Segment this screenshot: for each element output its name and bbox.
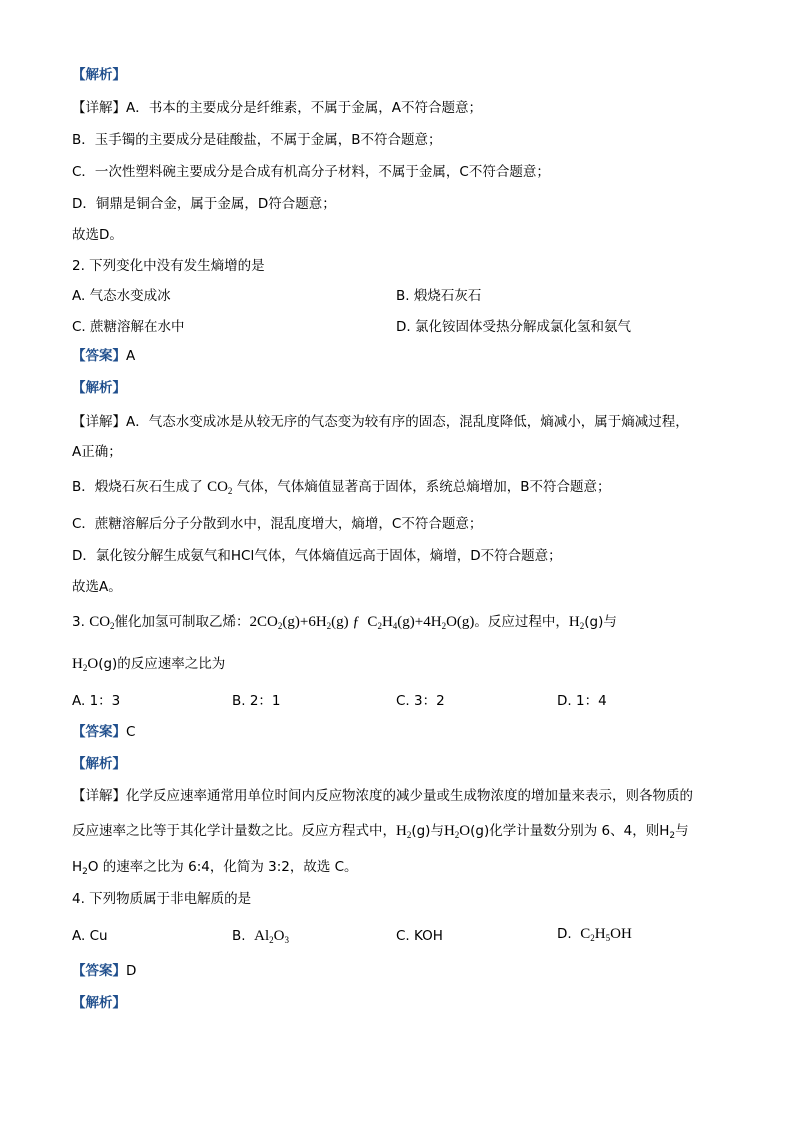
formula-h2: $H_2$ xyxy=(396,823,412,840)
text-segment: (g)的反应速率之比为 xyxy=(98,656,226,672)
detail-line: B．玉手镯的主要成分是硅酸盐，不属于金属，B不符合题意； xyxy=(72,132,442,148)
text-segment: 催化加氢可制取乙烯： xyxy=(114,614,250,630)
answer-tag: 【答案】 xyxy=(72,724,126,740)
detail-line xyxy=(72,478,610,496)
detail-line: A正确； xyxy=(72,444,122,460)
detail-line: D．铜鼎是铜合金，属于金属，D符合题意； xyxy=(72,196,336,212)
text-segment: (g)化学计量数分别为 6、4，则H xyxy=(470,823,670,839)
question-2-stem: 2. 下列变化中没有发生熵增的是 xyxy=(72,258,265,274)
answer-tag: 【答案】 xyxy=(72,348,126,364)
text-segment: (g)与 xyxy=(411,823,444,839)
formula-h2: $H_2$ xyxy=(568,614,585,631)
question-4-option-c: C. KOH xyxy=(396,928,443,944)
answer-value: A xyxy=(126,348,136,364)
question-4-option-d: D. $C_2H_5OH$ xyxy=(557,926,632,943)
text-segment: O 的速率之比为 6:4，化简为 3:2，故选 C。 xyxy=(87,859,358,875)
answer-line xyxy=(72,723,135,741)
question-4-option-a: A. Cu xyxy=(72,928,108,944)
answer-value: D xyxy=(126,963,137,979)
analysis-heading: 【解析】 xyxy=(72,995,126,1011)
detail-line: 【详解】A．书本的主要成分是纤维素，不属于金属，A不符合题意； xyxy=(72,100,482,116)
answer-tag: 【答案】 xyxy=(72,963,126,979)
text-segment: H xyxy=(72,859,83,875)
detail-line: 【详解】A．气态水变成冰是从较无序的气态变为较有序的固态，混乱度降低，熵减小，属于熵减过程， xyxy=(72,414,689,430)
text-segment: B．煅烧石灰石生成了 xyxy=(72,479,203,495)
question-3-option-d: D. 1：4 xyxy=(557,693,607,709)
formula-h2o: $H_2O$ xyxy=(443,823,471,840)
analysis-heading: 【解析】 xyxy=(72,67,126,83)
answer-line xyxy=(72,962,136,980)
text-segment: (g)与 xyxy=(584,614,617,630)
analysis-heading: 【解析】 xyxy=(72,756,126,772)
detail-line: C．蔗糖溶解后分子分散到水中，混乱度增大，熵增，C不符合题意； xyxy=(72,516,483,532)
detail-line xyxy=(72,858,358,876)
analysis-heading: 【解析】 xyxy=(72,380,126,396)
question-3-stem xyxy=(72,613,617,631)
subscript: 2 xyxy=(82,867,88,877)
question-3-option-b: B. 2：1 xyxy=(232,693,281,709)
formula-al2o3: $Al_2O_3$ xyxy=(254,928,289,945)
question-4-option-b: B. $Al_2O_3$ xyxy=(232,928,289,945)
text-segment: 。反应过程中， xyxy=(474,614,569,630)
question-4-stem: 4. 下列物质属于非电解质的是 xyxy=(72,891,252,907)
text-segment: 与 xyxy=(675,823,689,839)
conclusion-line: 故选D。 xyxy=(72,227,123,243)
question-2-option-d: D. 氯化铵固体受热分解成氯化氢和氨气 xyxy=(396,319,631,335)
question-3-option-a: A. 1：3 xyxy=(72,693,121,709)
formula-co2: $CO_2$ xyxy=(89,614,115,631)
formula-co2: $CO_2$ xyxy=(207,479,233,496)
text-segment: 气体，气体熵值显著高于固体，系统总熵增加，B不符合题意； xyxy=(236,479,611,495)
detail-line: 【详解】化学反应速率通常用单位时间内反应物浓度的减少量或生成物浓度的增加量来表示，则各物质的 xyxy=(72,788,693,804)
conclusion-line: 故选A。 xyxy=(72,579,122,595)
text-segment: 反应速率之比等于其化学计量数之比。反应方程式中， xyxy=(72,823,396,839)
question-2-option-b: B. 煅烧石灰石 xyxy=(396,288,482,304)
equilibrium-arrow: ƒ xyxy=(352,614,360,630)
subscript: 2 xyxy=(669,831,676,841)
detail-line: C．一次性塑料碗主要成分是合成有机高分子材料，不属于金属，C不符合题意； xyxy=(72,164,550,180)
formula-h2o: $H_2O$ xyxy=(72,656,99,673)
reaction-equation: $2CO_2(g)+6H_2(g)$ ƒ $C_2H_4(g)+4H_2O(g)$ xyxy=(249,614,475,631)
detail-line: D．氯化铵分解生成氨气和HCl气体，气体熵值远高于固体，熵增，D不符合题意； xyxy=(72,548,562,564)
question-2-option-c: C. 蔗糖溶解在水中 xyxy=(72,319,185,335)
question-number: 3. xyxy=(72,614,85,630)
detail-line xyxy=(72,822,689,840)
question-3-stem-cont xyxy=(72,655,225,673)
answer-line xyxy=(72,347,135,365)
answer-value: C xyxy=(126,724,136,740)
formula-ethanol: $C_2H_5OH$ xyxy=(580,926,632,943)
question-2-option-a: A. 气态水变成冰 xyxy=(72,288,171,304)
question-3-option-c: C. 3：2 xyxy=(396,693,445,709)
